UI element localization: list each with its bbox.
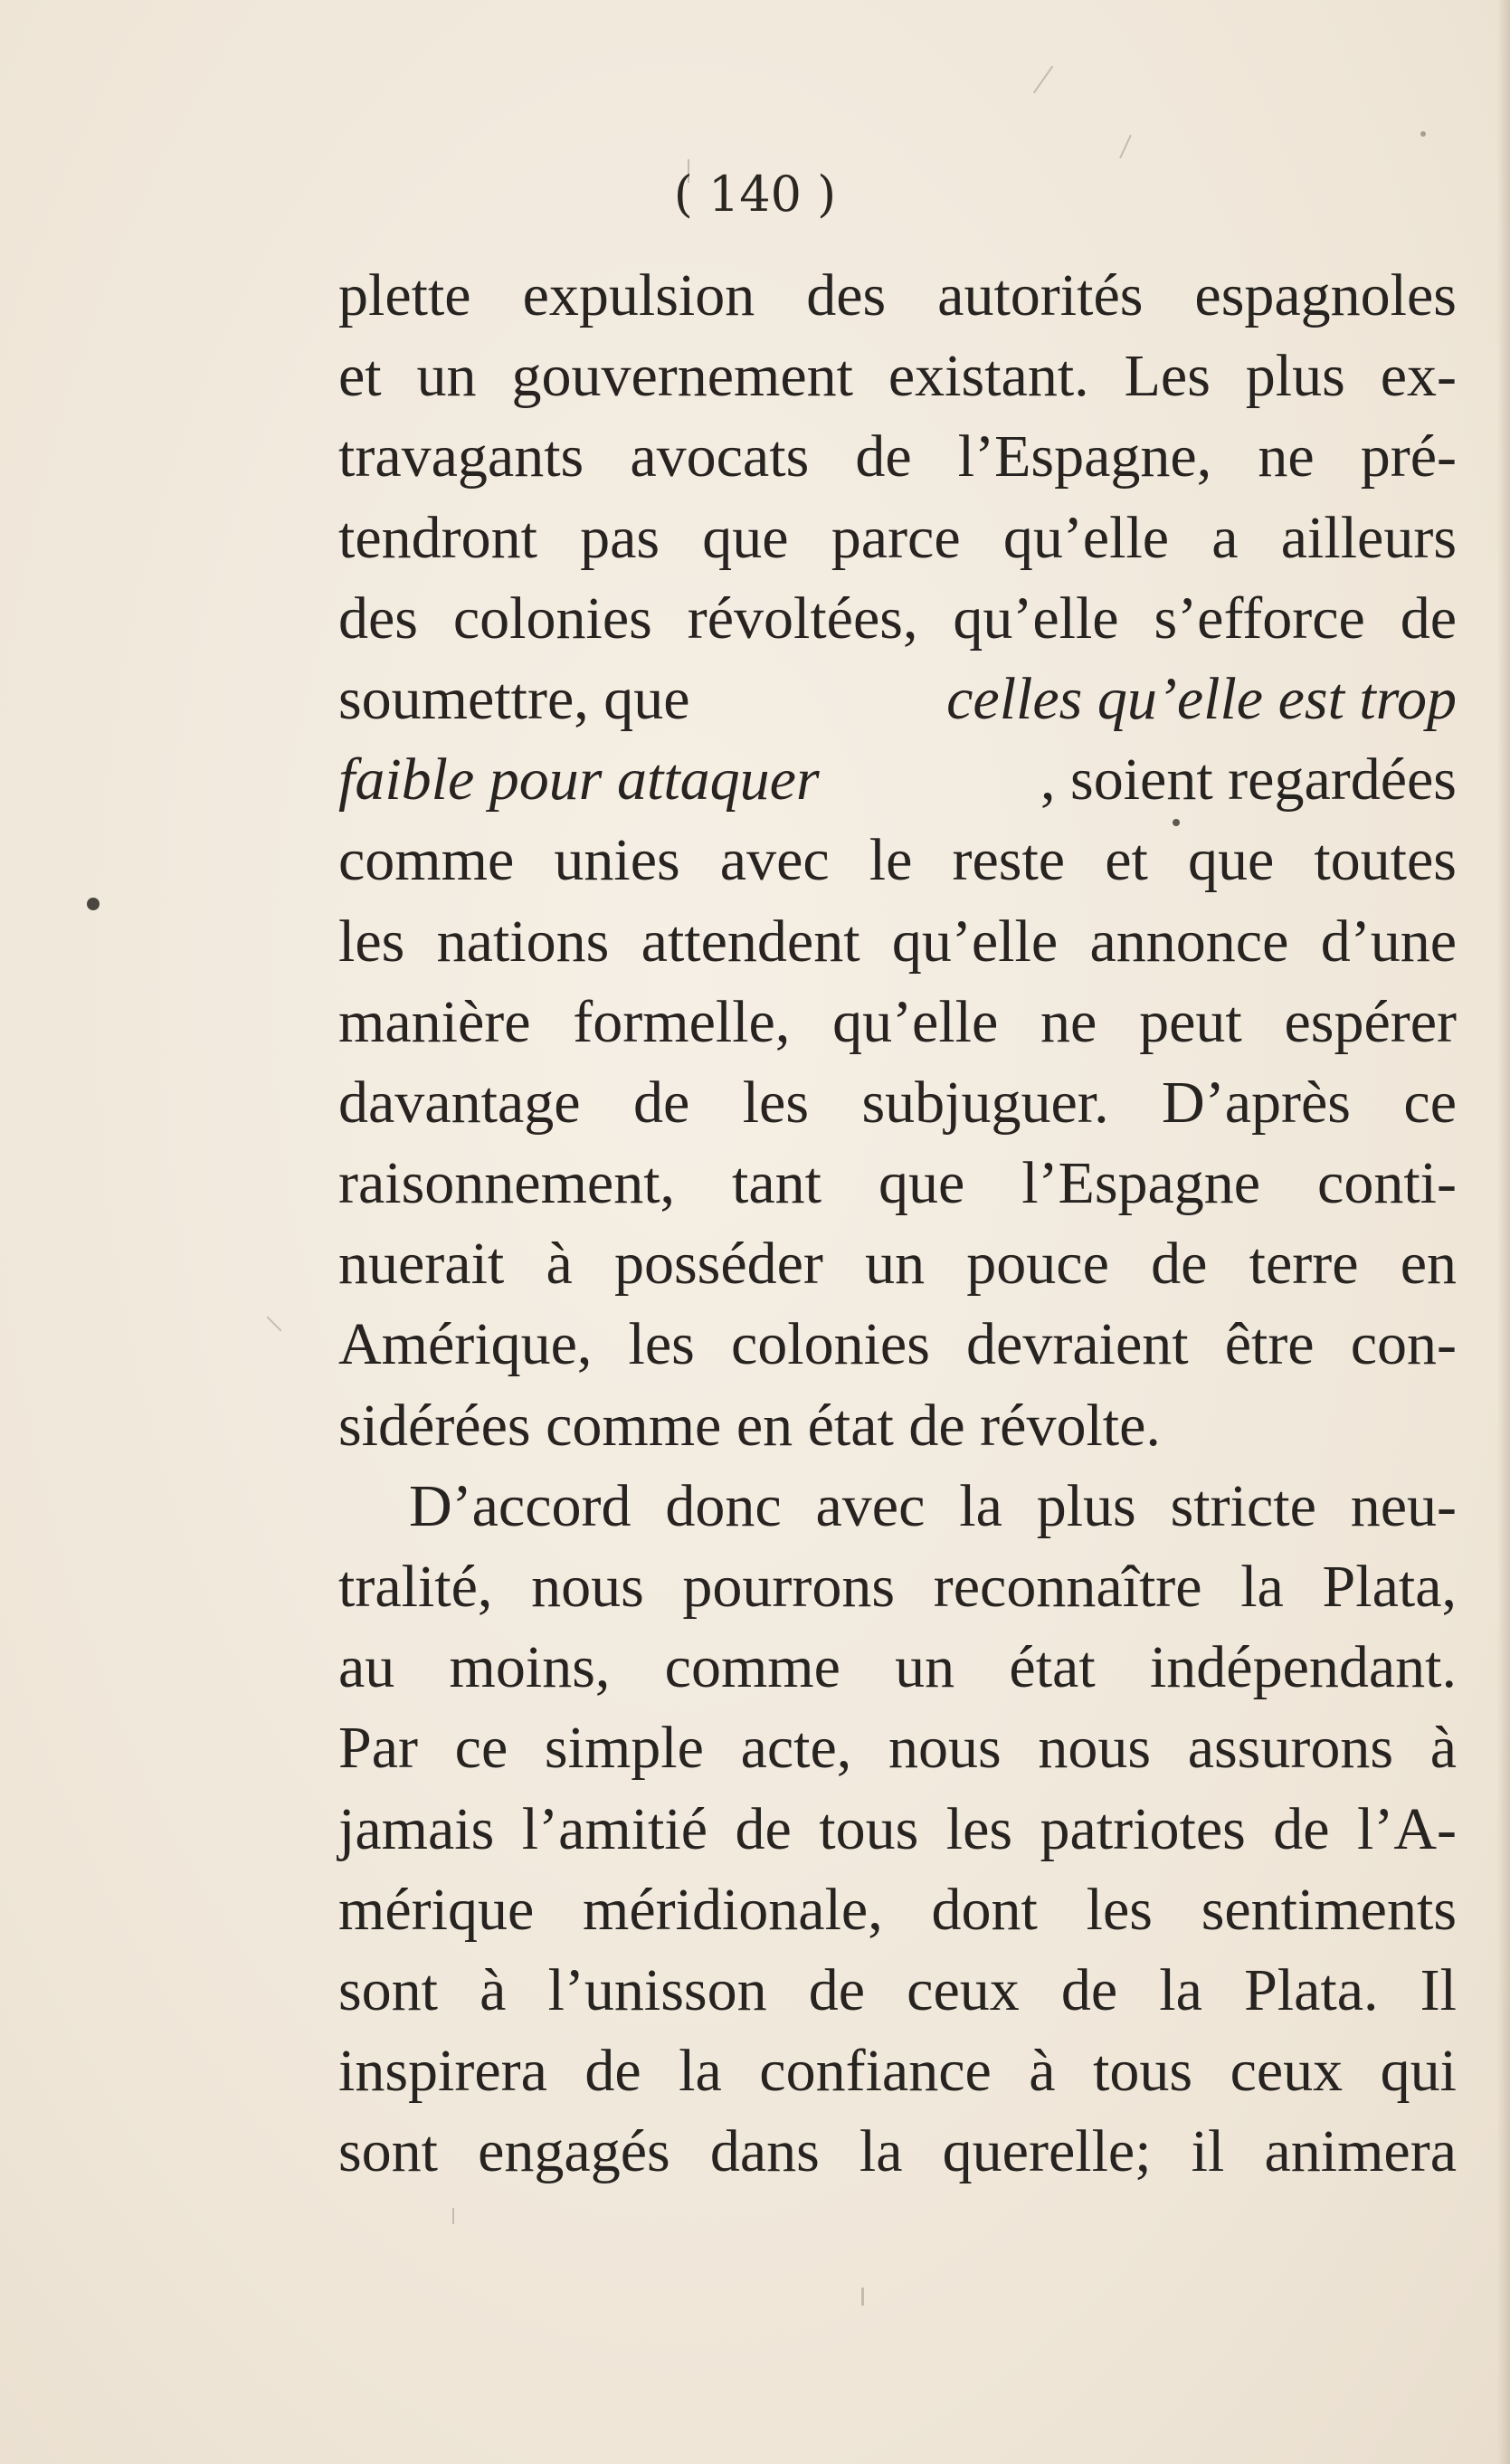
paper-mark <box>861 2288 864 2306</box>
text-line: sont engagés dans la querelle; il animera <box>338 2118 1457 2185</box>
text-line <box>338 659 1457 739</box>
paper-mark <box>1033 66 1053 94</box>
text-line: manière formelle, qu’elle ne peut espérer <box>338 988 1457 1055</box>
text-line: comme unies avec le reste et que toutes <box>338 827 1457 894</box>
text-line <box>338 739 1457 820</box>
text-line: tralité, nous pourrons reconnaître la Plata, <box>338 1554 1457 1620</box>
text-line: nuerait à posséder un pouce de terre en <box>338 1231 1457 1298</box>
italic-text-segment: faible pour attaquer <box>338 747 820 813</box>
ink-speck <box>87 898 100 910</box>
text-segment: soumettre, que <box>338 665 690 732</box>
text-line: plette expulsion des autorités espagnoles <box>338 262 1457 328</box>
text-line: et un gouvernement existant. Les plus ex- <box>338 343 1457 410</box>
text-line: sont à l’unisson de ceux de la Plata. Il <box>338 1956 1457 2023</box>
text-line: mérique méridionale, dont les sentiments <box>338 1876 1457 1943</box>
paper-mark <box>1119 135 1132 158</box>
text-line: jamais l’amitié de tous les patriotes de l’A- <box>338 1795 1457 1862</box>
text-line: des colonies révoltées, qu’elle s’efforce de <box>338 585 1457 652</box>
text-line: au moins, comme un état indépendant. <box>338 1634 1457 1701</box>
text-line: davantage de les subjuguer. D’après ce <box>338 1069 1457 1136</box>
text-line: Par ce simple acte, nous nous assurons à <box>338 1715 1457 1782</box>
text-line: raisonnement, tant que l’Espagne conti- <box>338 1150 1457 1217</box>
text-line: D’accord donc avec la plus stricte neu- <box>409 1472 1457 1539</box>
body-text <box>338 255 1457 2193</box>
text-segment: , soient regardées <box>1040 747 1457 813</box>
paper-mark <box>267 1317 282 1332</box>
text-line: les nations attendent qu’elle annonce d’une <box>338 908 1457 975</box>
page-number: ( 140 ) <box>673 166 837 223</box>
italic-text-segment: celles qu’elle est trop <box>946 665 1457 732</box>
text-line: sidérées comme en état de révolte. <box>338 1392 1161 1459</box>
paper-mark <box>452 2208 454 2224</box>
text-line: Amérique, les colonies devraient être con- <box>338 1311 1457 1378</box>
ink-speck <box>1420 131 1426 137</box>
text-line: tendront pas que parce qu’elle a ailleurs <box>338 504 1457 571</box>
page-edge-shadow <box>1497 0 1510 2464</box>
text-line: travagants avocats de l’Espagne, ne pré- <box>338 423 1457 490</box>
text-line: inspirera de la confiance à tous ceux qui <box>338 2038 1457 2105</box>
